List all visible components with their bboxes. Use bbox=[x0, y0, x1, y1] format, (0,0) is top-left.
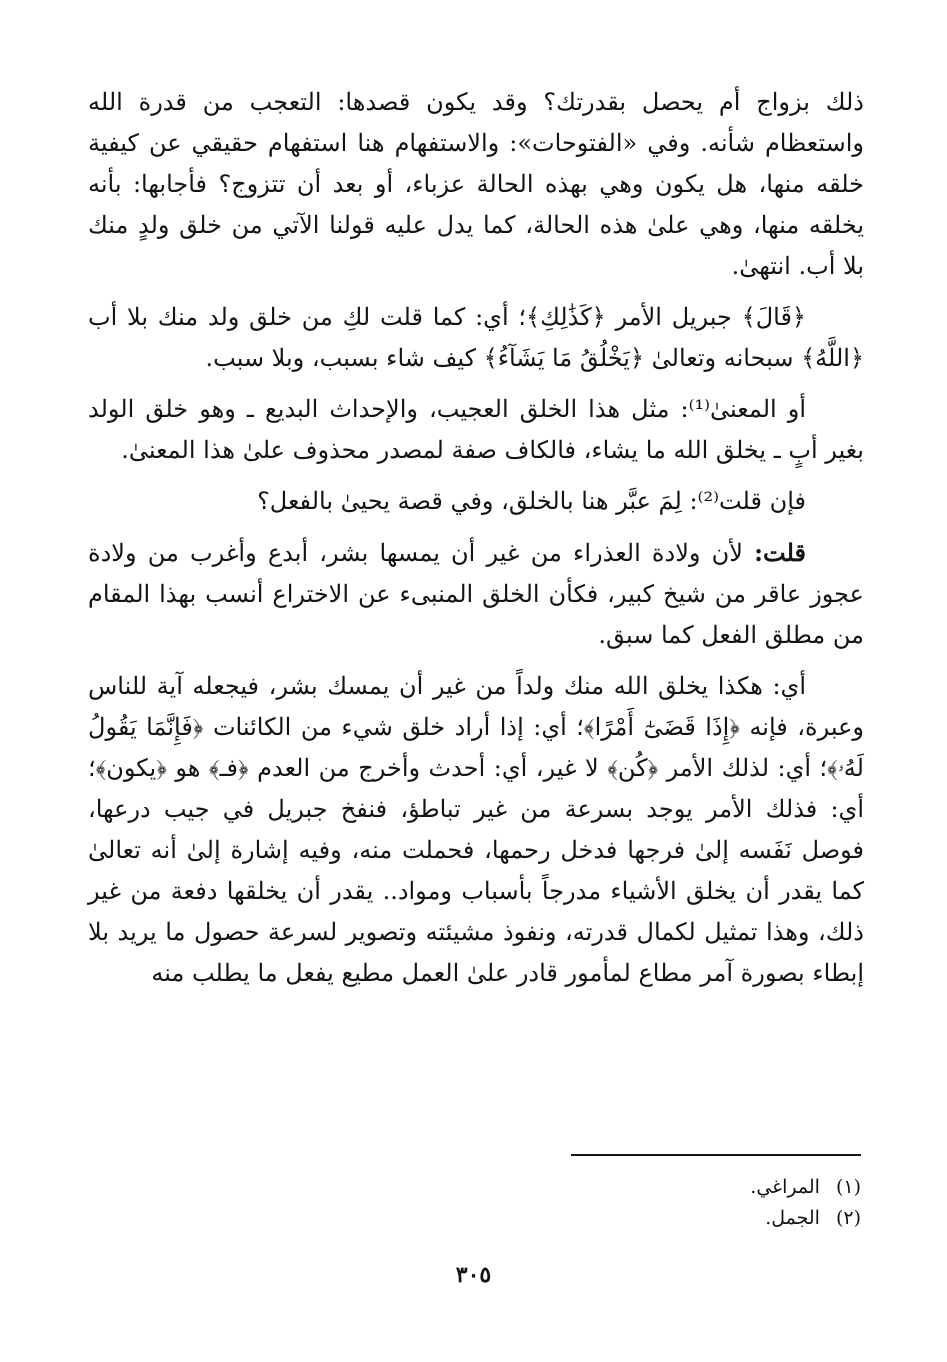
page-number: ٣٠٥ bbox=[455, 1262, 492, 1288]
footnote-divider bbox=[571, 1154, 861, 1156]
answer-lead: قلت: bbox=[754, 538, 806, 567]
answer-paragraph bbox=[88, 532, 864, 656]
footnote-1 bbox=[750, 1172, 861, 1203]
paragraph-1: ذلك بزواج أم يحصل بقدرتك؟ وقد يكون قصدها: التعجب من قدرة الله واستعظام شأنه. وفي «الفتوحات»: والاستفهام هنا استفهام حقيقي عن كيفية خلقه منها، هل يكون وهي بهذه الحالة عزباء، أو بعد أن تتزوج؟ فأجابها: بأنه يخلقه منها، وهي علىٰ هذه الحالة، كما يدل عليه قولنا الآتي من خلق ولدٍ منك بلا أب. انتهىٰ. bbox=[88, 88, 864, 280]
footnotes bbox=[750, 1172, 861, 1234]
paragraph-3: أو المعنىٰ⁽¹⁾: مثل هذا الخلق العجيب، والإحداث البديع ـ وهو خلق الولد بغير أبٍ ـ يخلق الله ما يشاء، فالكاف صفة لمصدر محذوف علىٰ هذا المعنىٰ. bbox=[88, 395, 864, 464]
paragraph-2: ﴿قَالَ﴾ جبريل الأمر ﴿كَذَٰلِكِ﴾؛ أي: كما قلت لكِ من خلق ولد منك بلا أب ﴿اللَّهُ﴾ سبحانه وتعالىٰ ﴿يَخْلُقُ مَا يَشَآءُ﴾ كيف شاء بسبب، وبلا سبب. bbox=[88, 303, 864, 372]
footnote-number: (١) bbox=[835, 1176, 861, 1198]
question-paragraph: فإن قلت⁽²⁾: لِمَ عبَّر هنا بالخلق، وفي قصة يحيىٰ بالفعل؟ bbox=[257, 487, 806, 515]
footnote-text: الجمل. bbox=[765, 1207, 820, 1229]
page-body bbox=[88, 82, 864, 1004]
footnote-number: (٢) bbox=[835, 1207, 861, 1229]
footnote-text: المراغي. bbox=[750, 1176, 820, 1198]
footnote-2 bbox=[750, 1203, 861, 1234]
answer-text: لأن ولادة العذراء من غير أن يمسها بشر، أبدع وأغرب من ولادة عجوز عاقر من شيخ كبير، فكأن الخلق المنبىء عن الاختراع أنسب بهذا المقام من مطلق الفعل كما سبق. bbox=[88, 539, 864, 649]
paragraph-6: أي: هكذا يخلق الله منك ولداً من غير أن يمسك بشر، فيجعله آية للناس وعبرة، فإنه ﴿إِذَا قَضَىٰٓ أَمْرًا﴾؛ أي: إذا أراد خلق شيء من الكائنات ﴿فَإِنَّمَا يَقُولُ لَهُۥ﴾؛ أي: لذلك الأمر ﴿كُن﴾ لا غير، أي: أحدث وأخرج من العدم ﴿فـ﴾ هو ﴿يكون﴾؛ أي: فذلك الأمر يوجد بسرعة من غير تباطؤ، فنفخ جبريل في جيب درعها، فوصل نَفَسه إلىٰ فرجها فدخل رحمها، فحملت منه، وفيه إشارة إلىٰ أنه تعالىٰ كما يقدر أن يخلق الأشياء مدرجاً بأسباب ومواد.. يقدر أن يخلقها دفعة من غير ذلك، وهذا تمثيل لكمال قدرته، ونفوذ مشيئته وتصوير لسرعة حصول ما يريد بلا إبطاء بصورة آمر مطاع لمأمور قادر علىٰ العمل مطيع يفعل ما يطلب منه bbox=[88, 672, 864, 987]
